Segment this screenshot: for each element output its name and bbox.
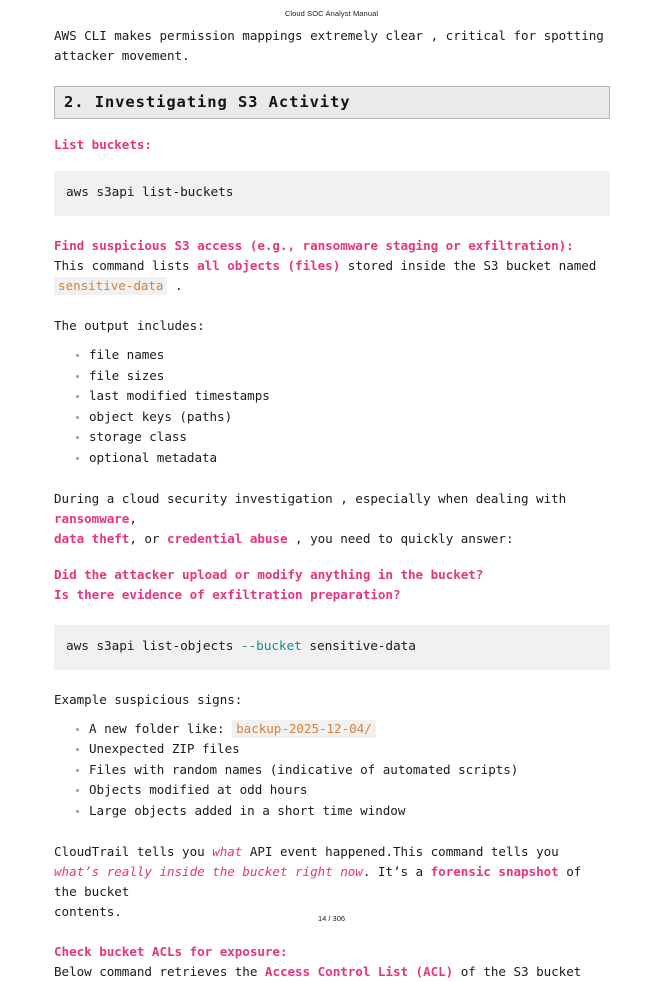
list-item: Objects modified at odd hours	[54, 780, 610, 801]
suspicious-signs-list	[54, 719, 610, 822]
spacer	[54, 296, 610, 316]
ct-part-3: . It’s a	[362, 863, 431, 879]
ct-part-4: of the bucket	[54, 863, 582, 899]
spacer	[54, 670, 610, 690]
list-item: file names	[54, 345, 610, 366]
acl-lead: Check bucket ACLs for exposure:	[54, 943, 288, 959]
spacer	[54, 710, 610, 719]
suspicious-signs-intro: Example suspicious signs:	[54, 691, 243, 707]
page-content	[54, 26, 610, 982]
ct-part-5: contents.	[54, 903, 122, 919]
inv-part-2: ,	[129, 510, 137, 526]
output-includes-list	[54, 345, 610, 469]
acl-part-1: Below command retrieves the	[54, 963, 265, 979]
acl-part-2: of the S3 bucket	[453, 963, 582, 979]
term-forensic-snapshot: forensic snapshot	[430, 863, 559, 879]
list-item: Large objects added in a short time window	[54, 801, 610, 822]
spacer	[54, 216, 610, 236]
spacer	[54, 155, 610, 171]
inv-part-3: , or	[129, 530, 167, 546]
spacer	[54, 822, 610, 842]
ct-part-1: CloudTrail tells you	[54, 843, 213, 859]
folder-name-code: backup-2025-12-04/	[232, 720, 376, 738]
output-includes-intro: The output includes:	[54, 318, 205, 333]
bucket-name-code: sensitive-data	[54, 277, 167, 295]
ct-part-2: API event happened.This command tells you	[242, 843, 559, 859]
spacer	[54, 66, 610, 86]
list-item: Files with random names (indicative of automated scripts)	[54, 760, 610, 781]
running-head: Cloud SOC Analyst Manual	[284, 9, 379, 18]
inv-part-4: , you need to quickly answer:	[287, 530, 514, 546]
list-item: storage class	[54, 427, 610, 448]
term-access-control-list: Access Control List (ACL)	[264, 963, 454, 979]
spacer	[54, 605, 610, 625]
intro-line-2: attacker movement.	[54, 48, 190, 63]
page-number: 14 / 306	[317, 914, 346, 923]
list-item-folder	[54, 719, 610, 740]
list-item: file sizes	[54, 366, 610, 387]
em-what: what	[212, 843, 243, 859]
list-item: Unexpected ZIP files	[54, 739, 610, 760]
spacer	[54, 469, 610, 489]
term-ransomware: ransomware	[54, 510, 130, 526]
spacer	[54, 336, 610, 345]
spacer	[54, 922, 610, 942]
investigation-paragraph	[54, 489, 610, 549]
spacer	[54, 549, 610, 565]
list-buckets-lead: List buckets:	[54, 137, 152, 152]
question-line-2: Is there evidence of exfiltration preparation?	[54, 586, 401, 602]
term-credential-abuse: credential abuse	[167, 530, 288, 546]
desc-period: .	[175, 278, 183, 293]
code-suffix: sensitive-data	[301, 638, 416, 654]
inv-part-1: During a cloud security investigation , especially when dealing with	[54, 490, 567, 506]
question-line-1: Did the attacker upload or modify anything in the bucket?	[54, 566, 484, 582]
section-heading: 2. Investigating S3 Activity	[54, 86, 610, 119]
desc-highlight: all objects (files)	[197, 258, 341, 273]
acl-description	[54, 962, 610, 982]
desc-part-1: This command lists	[54, 258, 198, 273]
term-data-theft: data theft	[54, 530, 130, 546]
desc-part-2: stored inside the S3 bucket named	[340, 258, 597, 273]
em-whats-really-inside: what’s really inside the bucket right now	[54, 863, 363, 879]
list-item: last modified timestamps	[54, 386, 610, 407]
code-block-list-objects[interactable]	[54, 625, 610, 670]
intro-paragraph	[54, 26, 610, 66]
code-flag-bucket: --bucket	[240, 638, 302, 654]
cloudtrail-paragraph	[54, 842, 610, 922]
find-suspicious-lead: Find suspicious S3 access (e.g., ransomware staging or exfiltration):	[54, 238, 574, 253]
code-prefix: aws s3api list-objects	[66, 638, 241, 654]
spacer	[54, 119, 610, 135]
code-block-list-buckets[interactable]	[54, 171, 610, 216]
intro-line-1: AWS CLI makes permission mappings extremely clear , critical for spotting	[54, 28, 604, 43]
list-item: object keys (paths)	[54, 407, 610, 428]
code-text: aws s3api list-buckets	[66, 185, 234, 200]
item-text: A new folder like:	[89, 720, 233, 736]
find-suspicious-description	[54, 256, 610, 296]
list-item: optional metadata	[54, 448, 610, 469]
